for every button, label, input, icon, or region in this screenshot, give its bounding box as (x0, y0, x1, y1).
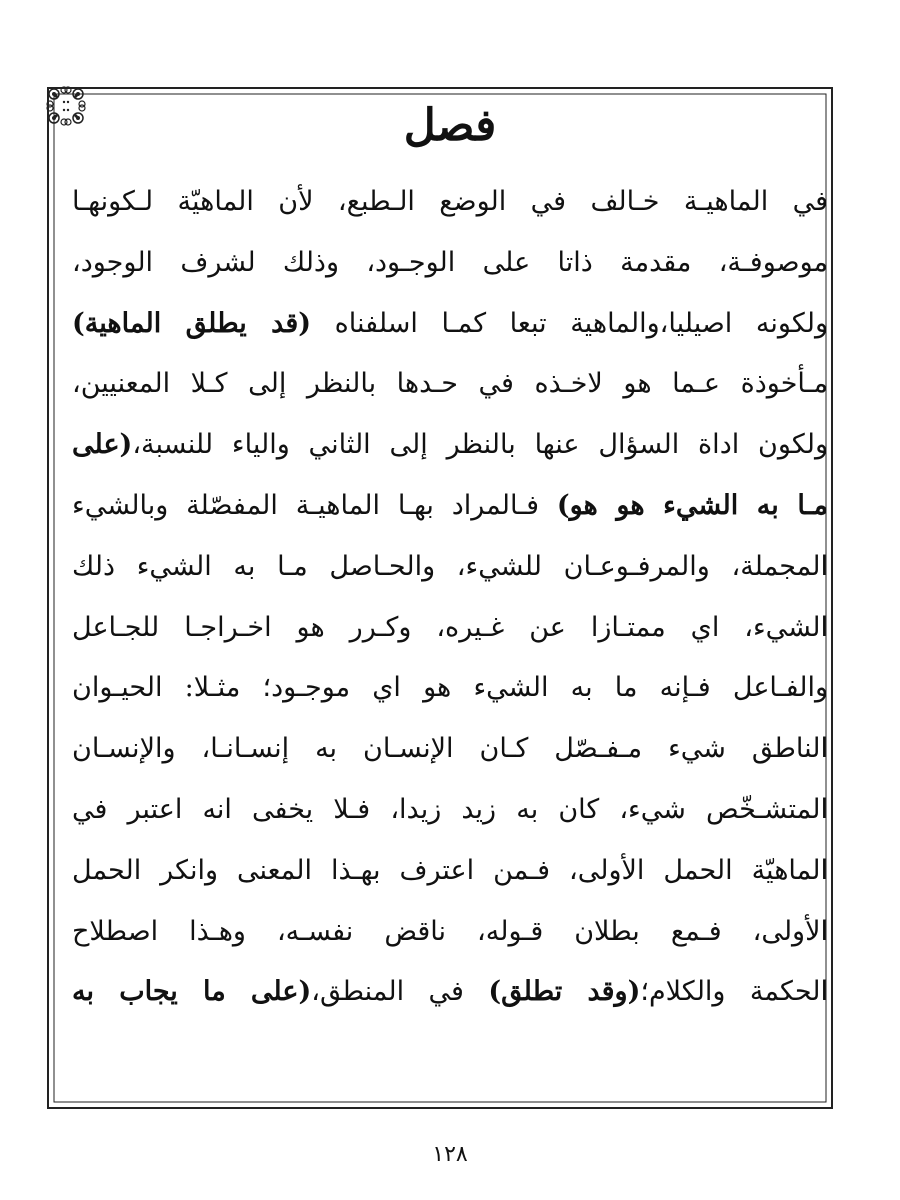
text-line (72, 476, 828, 537)
text-segment: المجملة، والمرفـوعـان للشيء، والحـاصل مـا به الشيء ذلك (72, 550, 828, 582)
text-line (72, 354, 828, 415)
text-line (72, 719, 828, 780)
text-segment: والفـاعل فـإنه ما به الشيء هو اي موجـود؛ مثـلا: الحيـوان (72, 672, 828, 704)
text-line (72, 294, 828, 355)
text-line (72, 537, 828, 598)
text-segment: فـالمراد بهـا الماهيـة المفصّلة وبالشيء (72, 489, 557, 521)
text-segment: المتشـخّص شيء، كان به زيد زيدا، فـلا يخفى انه اعتبر في (72, 793, 828, 825)
text-segment: في المنطق، (311, 976, 489, 1008)
body-text (72, 172, 828, 1023)
text-line (72, 780, 828, 841)
text-line (72, 902, 828, 963)
bold-text-segment: (قد يطلق الماهية) (72, 307, 312, 339)
bold-text-segment: مـا به الشيء هو هو) (556, 489, 828, 521)
text-line (72, 415, 828, 476)
bold-text-segment: (على (72, 429, 133, 461)
text-segment: في الماهيـة خـالف في الوضع الـطبع، لأن الماهيّة لـكونهـا (72, 186, 828, 217)
text-segment: ولكون اداة السؤال عنها بالنظر إلى الثاني والياء للنسبة، (132, 429, 828, 461)
text-line (72, 233, 828, 294)
text-segment: ولكونه اصيليا،والماهية تبعا كمـا اسلفناه (311, 307, 828, 339)
section-heading: فصل (403, 100, 497, 151)
text-segment: الشيء، اي ممتـازا عن غـيره، وكـرر هو اخـراجـا للجـاعل (72, 611, 828, 643)
page-number: ١٢٨ (432, 1142, 468, 1167)
text-line (72, 841, 828, 902)
text-segment: موصوفـة، مقدمة ذاتا على الوجـود، وذلك لشرف الوجود، (72, 246, 828, 278)
text-segment: الماهيّة الحمل الأولى، فـمن اعترف بهـذا المعنى وانكر الحمل (72, 854, 828, 886)
bold-text-segment: (على ما يجاب به (72, 976, 312, 1008)
text-line (72, 172, 828, 233)
text-segment: مـأخوذة عـما هو لاخـذه في حـدها بالنظر إلى كـلا المعنيين، (72, 368, 828, 400)
text-segment: الأولى، فـمع بطلان قـوله، ناقض نفسـه، وهـذا اصطلاح (72, 915, 828, 947)
text-segment: الناطق شيء مـفـصّل كـان الإنسـان به إنسـانـا، والإنسـان (72, 733, 828, 765)
text-segment: الحكمة والكلام؛ (640, 976, 828, 1008)
text-line (72, 962, 828, 1023)
text-line (72, 658, 828, 719)
text-line (72, 598, 828, 659)
bold-text-segment: (وقد تطلق) (488, 976, 641, 1008)
